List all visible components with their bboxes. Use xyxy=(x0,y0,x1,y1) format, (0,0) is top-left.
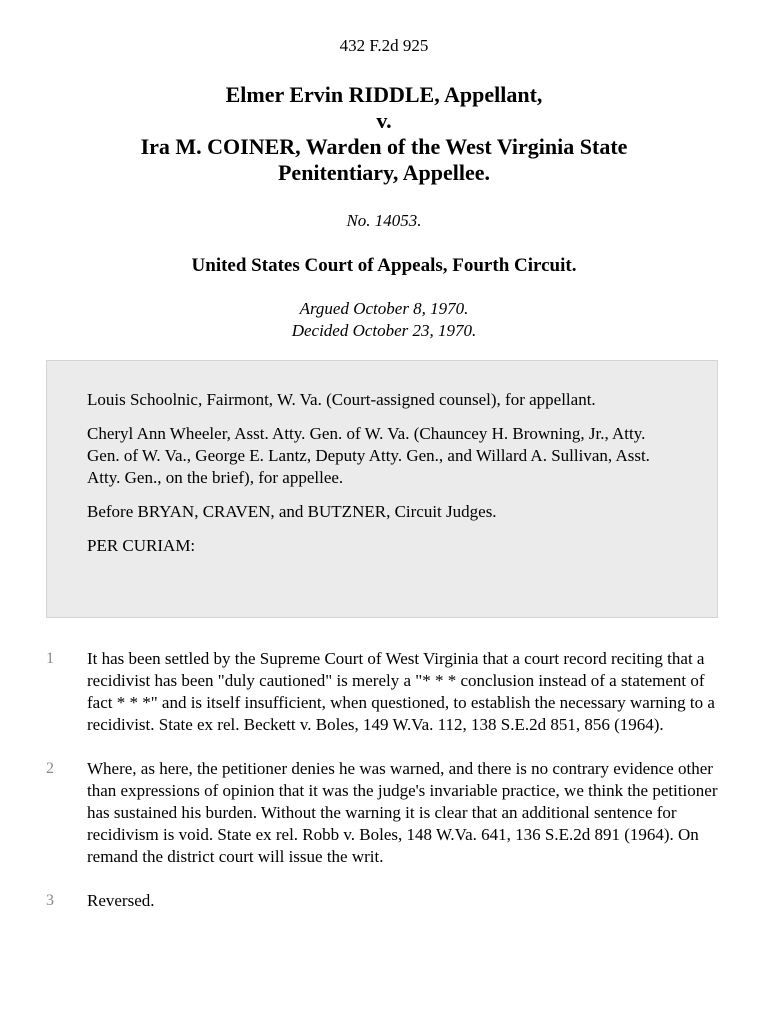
counsel-panel xyxy=(46,360,718,618)
paragraph-number[interactable]: 3 xyxy=(46,892,54,909)
versus: v. xyxy=(376,108,392,133)
paragraph-text: It has been settled by the Supreme Court of West Virginia that a court record reciting that a recidivist has been "duly cautioned" is merely a "* * * conclusion instead of a statement of fact * * *" and is itself insufficient, when questioned, to establish the necessary warning to a recidivist. State ex rel. Beckett v. Boles, 149 W.Va. 112, 138 S.E.2d 851, 856 (1964). xyxy=(87,649,715,734)
appellant-name: Elmer Ervin RIDDLE, Appellant, xyxy=(225,82,543,107)
decided-date: Decided October 23, 1970. xyxy=(291,321,477,340)
appellant-counsel: Louis Schoolnic, Fairmont, W. Va. (Court-assigned counsel), for appellant. xyxy=(87,390,596,409)
per-curiam-heading: PER CURIAM: xyxy=(87,536,196,555)
judges-line: Before BRYAN, CRAVEN, and BUTZNER, Circuit Judges. xyxy=(87,502,497,521)
paragraph-text: Where, as here, the petitioner denies he was warned, and there is no contrary evidence other than expressions of opinion that it was the judge's invariable practice, we think the petitioner has sustained his burden. Without the warning it is clear that an additional sentence for recidivism is void. State ex rel. Robb v. Boles, 148 W.Va. 641, 136 S.E.2d 891 (1964). On remand the district court will issue the writ. xyxy=(87,759,718,866)
case-title xyxy=(40,82,728,186)
opinion-body xyxy=(0,648,768,934)
appellee-name-line1: Ira M. COINER, Warden of the West Virginia State xyxy=(140,134,628,159)
opinion-paragraph xyxy=(0,758,768,868)
appellee-counsel: Cheryl Ann Wheeler, Asst. Atty. Gen. of W. Va. (Chauncey H. Browning, Jr., Atty. Gen. of W. Va., George E. Lantz, Deputy Atty. Gen., and Willard A. Sullivan, Asst. Atty. Gen., on the brief), for appellee. xyxy=(87,424,650,487)
paragraph-text: Reversed. xyxy=(87,891,155,910)
docket-number: No. 14053. xyxy=(346,211,422,230)
court-name: United States Court of Appeals, Fourth Circuit. xyxy=(191,255,577,276)
argued-date: Argued October 8, 1970. xyxy=(299,299,469,318)
appellee-name-line2: Penitentiary, Appellee. xyxy=(277,160,491,185)
opinion-paragraph xyxy=(0,648,768,736)
opinion-paragraph xyxy=(0,890,768,912)
paragraph-number[interactable]: 1 xyxy=(46,650,54,667)
case-dates xyxy=(0,298,768,342)
case-citation: 432 F.2d 925 xyxy=(339,36,429,55)
paragraph-number[interactable]: 2 xyxy=(46,760,54,777)
